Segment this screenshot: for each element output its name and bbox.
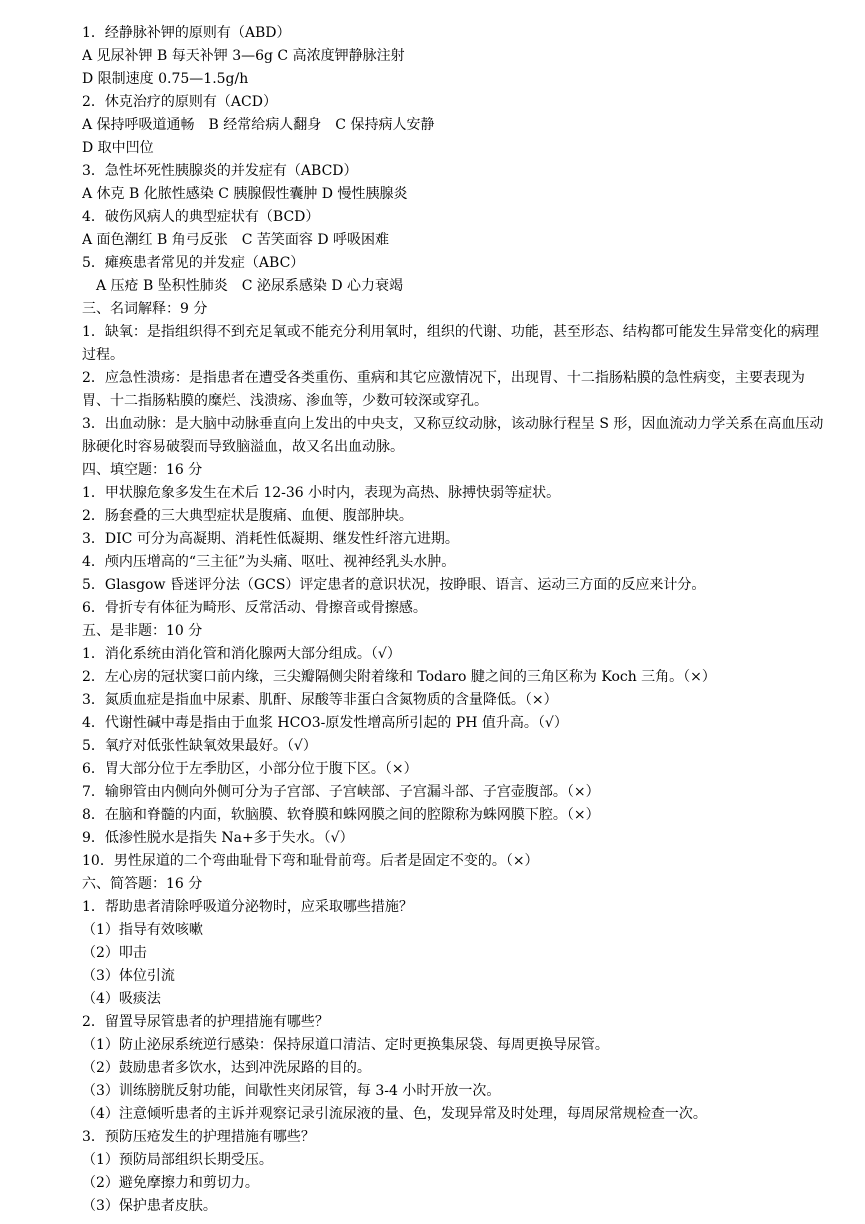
sa2-answer-4: （4）注意倾听患者的主诉并观察记录引流尿液的量、色，发现异常及时处理，每周尿常规检查一次。: [82, 1106, 707, 1122]
q1-option-d: D 限制速度 0.75—1.5g/h: [82, 71, 249, 87]
sa2-answer-3: （3）训练膀胱反射功能，间歇性夹闭尿管，每 3-4 小时开放一次。: [82, 1083, 501, 1099]
tf-item-1: 1．消化系统由消化管和消化腺两大部分组成。（√）: [82, 646, 401, 662]
sa1-answer-4: （4）吸痰法: [82, 991, 161, 1007]
definition-stress-ulcer: 2．应急性溃疡：是指患者在遭受各类重伤、重病和其它应激情况下，出现胃、十二指肠粘膜的急性病变，主要表现为胃、十二指肠粘膜的糜烂、浅溃疡、渗血等，少数可较深或穿孔。: [82, 370, 805, 409]
fill-item-1: 1．甲状腺危象多发生在术后 12-36 小时内，表现为高热、脉搏快弱等症状。: [82, 485, 561, 501]
q3-title: 3．急性坏死性胰腺炎的并发症有（ABCD）: [82, 163, 358, 179]
section-heading-short-answer: 六、简答题：16 分: [82, 876, 203, 892]
sa2-question: 2．留置导尿管患者的护理措施有哪些？: [82, 1014, 329, 1030]
tf-item-8: 8．在脑和脊髓的内面，软脑膜、软脊膜和蛛网膜之间的腔隙称为蛛网膜下腔。（×）: [82, 807, 600, 823]
tf-item-5: 5．氧疗对低张性缺氧效果最好。（√）: [82, 738, 317, 754]
fill-item-6: 6．骨折专有体征为畸形、反常活动、骨擦音或骨擦感。: [82, 600, 427, 616]
fill-item-2: 2．肠套叠的三大典型症状是腹痛、血便、腹部肿块。: [82, 508, 413, 524]
sa1-question: 1．帮助患者清除呼吸道分泌物时，应采取哪些措施？: [82, 899, 413, 915]
q2-options-a-c: A 保持呼吸道通畅 B 经常给病人翻身 C 保持病人安静: [82, 117, 435, 133]
tf-item-3: 3．氮质血症是指血中尿素、肌酐、尿酸等非蛋白含氮物质的含量降低。（×）: [82, 692, 558, 708]
section-heading-term-definitions: 三、名词解释：9 分: [82, 301, 208, 317]
tf-item-9: 9．低渗性脱水是指失 Na+多于失水。（√）: [82, 830, 354, 846]
q2-option-d: D 取中凹位: [82, 140, 154, 156]
definition-hemorrhage-artery: 3．出血动脉：是大脑中动脉垂直向上发出的中央支，又称豆纹动脉，该动脉行程呈 S 形，因血流动力学关系在高血压动脉硬化时容易破裂而导致脑溢血，故又名出血动脉。: [82, 416, 824, 455]
fill-item-3: 3．DIC 可分为高凝期、消耗性低凝期、继发性纤溶亢进期。: [82, 531, 459, 547]
tf-item-2: 2．左心房的冠状窦口前内缘，三尖瓣隔侧尖附着缘和 Todaro 腱之间的三角区称为 Koch 三角。（×）: [82, 669, 716, 685]
q1-title: 1．经静脉补钾的原则有（ABD）: [82, 25, 291, 41]
sa1-answer-2: （2）叩击: [82, 945, 147, 961]
q5-title: 5．瘫痪患者常见的并发症（ABC）: [82, 255, 305, 271]
sa2-answer-1: （1）防止泌尿系统逆行感染：保持尿道口清洁、定时更换集尿袋、每周更换导尿管。: [82, 1037, 609, 1053]
section-heading-true-false: 五、是非题：10 分: [82, 623, 203, 639]
q1-options-a-c: A 见尿补钾 B 每天补钾 3—6g C 高浓度钾静脉注射: [82, 48, 405, 64]
tf-item-10: 10．男性尿道的二个弯曲耻骨下弯和耻骨前弯。后者是固定不变的。（×）: [82, 853, 539, 869]
sa3-answer-2: （2）避免摩擦力和剪切力。: [82, 1175, 259, 1191]
sa3-question: 3．预防压疮发生的护理措施有哪些？: [82, 1129, 315, 1145]
fill-item-4: 4．颅内压增高的“三主征”为头痛、呕吐、视神经乳头水肿。: [82, 554, 456, 570]
q4-title: 4．破伤风病人的典型症状有（BCD）: [82, 209, 320, 225]
tf-item-6: 6．胃大部分位于左季肋区，小部分位于腹下区。（×）: [82, 761, 418, 777]
sa3-answer-1: （1）预防局部组织长期受压。: [82, 1152, 273, 1168]
fill-item-5: 5．Glasgow 昏迷评分法（GCS）评定患者的意识状况，按睁眼、语言、运动三方面的反应来计分。: [82, 577, 706, 593]
sa1-answer-1: （1）指导有效咳嗽: [82, 922, 203, 938]
q3-options: A 休克 B 化脓性感染 C 胰腺假性囊肿 D 慢性胰腺炎: [82, 186, 408, 202]
sa1-answer-3: （3）体位引流: [82, 968, 175, 984]
q5-options: A 压疮 B 坠积性肺炎 C 泌尿系感染 D 心力衰竭: [82, 278, 404, 294]
q2-title: 2．休克治疗的原则有（ACD）: [82, 94, 277, 110]
tf-item-4: 4．代谢性碱中毒是指由于血浆 HCO3-原发性增高所引起的 PH 值升高。（√）: [82, 715, 568, 731]
section-heading-fill-blanks: 四、填空题：16 分: [82, 462, 203, 478]
sa3-answer-3: （3）保护患者皮肤。: [82, 1198, 217, 1214]
sa2-answer-2: （2）鼓励患者多饮水，达到冲洗尿路的目的。: [82, 1060, 371, 1076]
q4-options: A 面色潮红 B 角弓反张 C 苦笑面容 D 呼吸困难: [82, 232, 390, 248]
definition-hypoxia: 1．缺氧：是指组织得不到充足氧或不能充分利用氧时，组织的代谢、功能，甚至形态、结构都可能发生异常变化的病理过程。: [82, 324, 819, 363]
tf-item-7: 7．输卵管由内侧向外侧可分为子宫部、子宫峡部、子宫漏斗部、子宫壶腹部。（×）: [82, 784, 600, 800]
